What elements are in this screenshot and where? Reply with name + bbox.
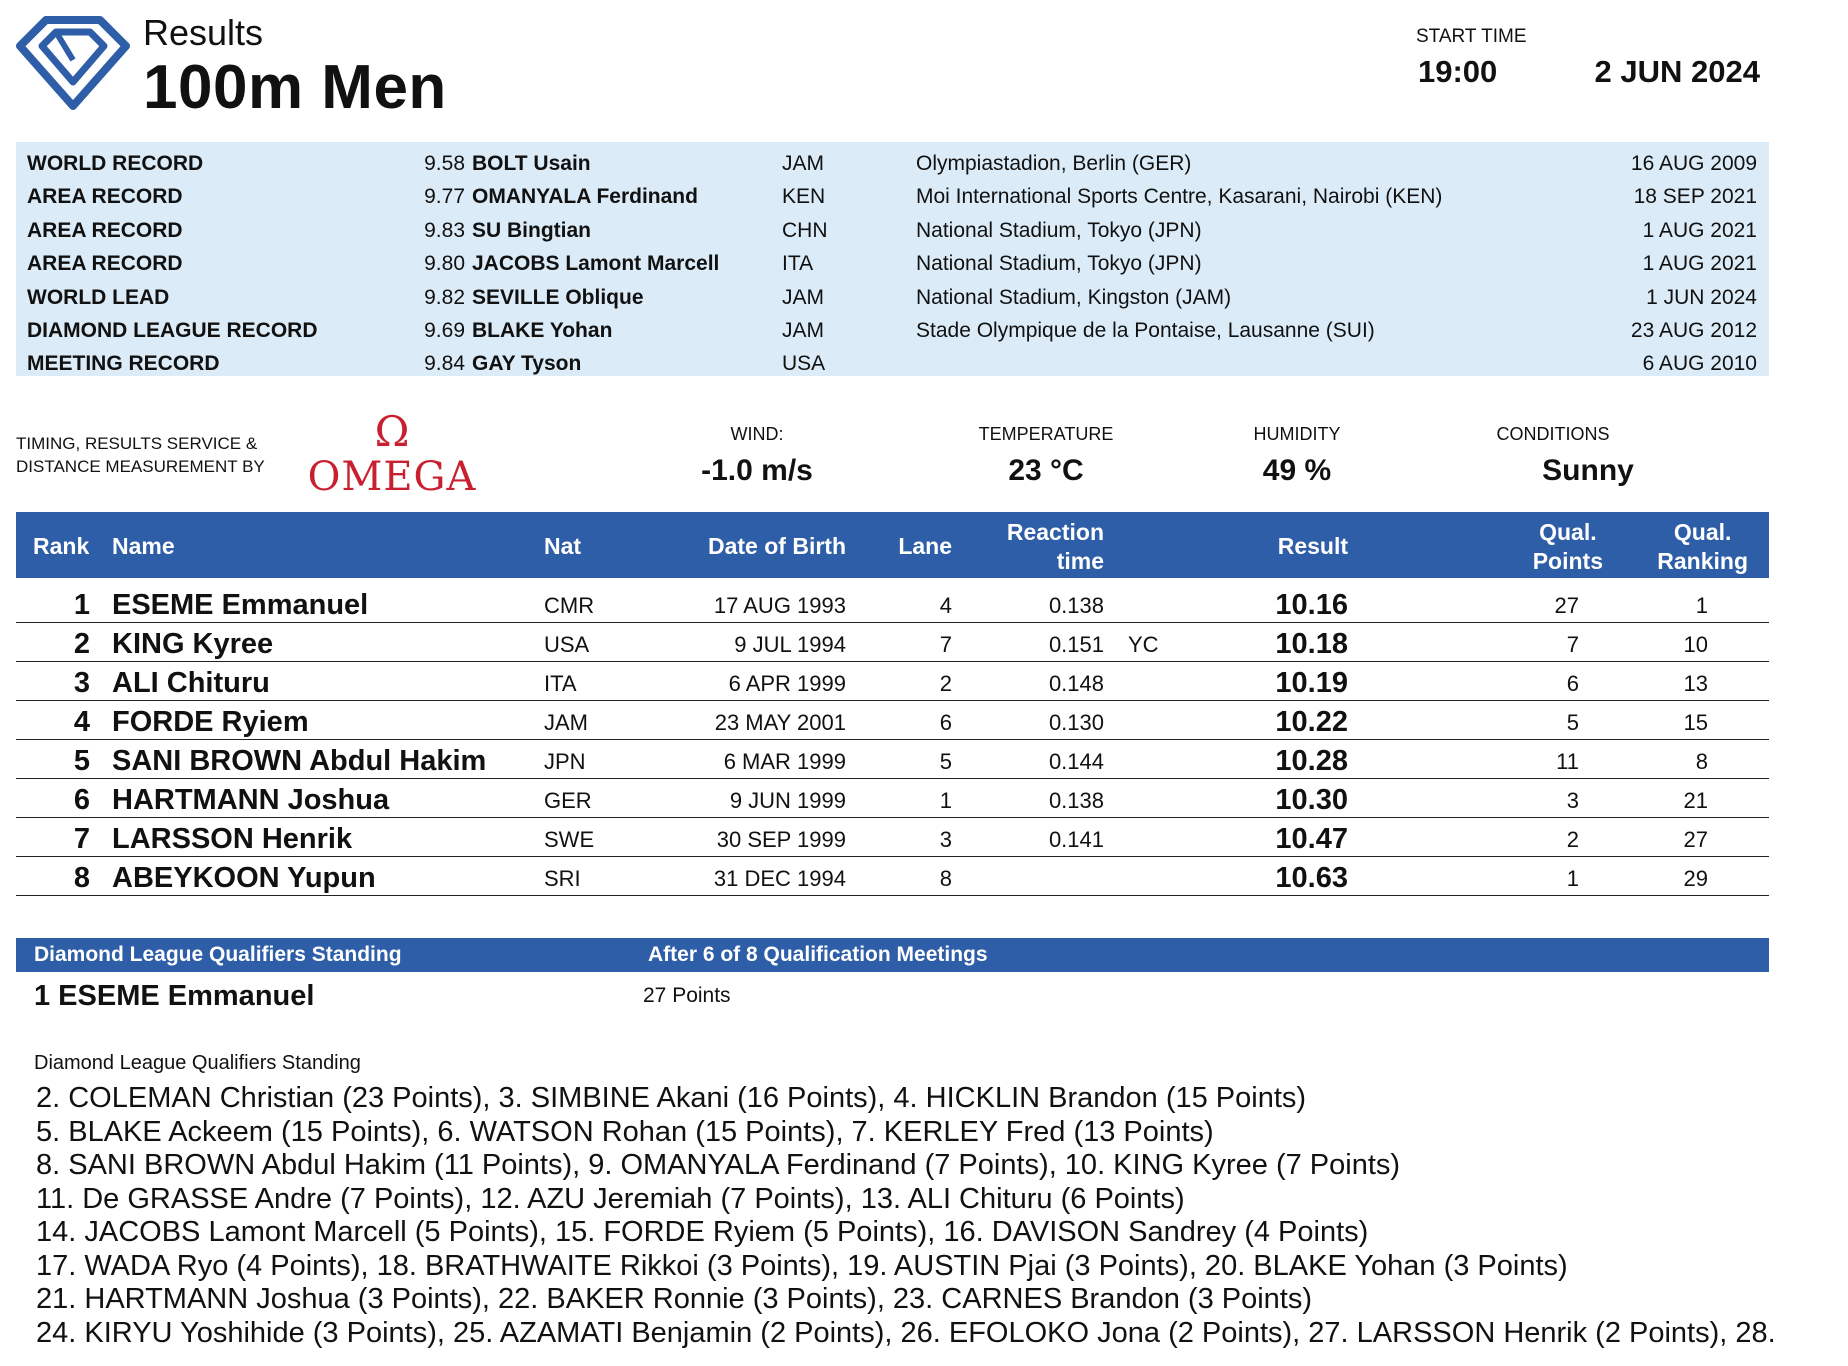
- table-row: [16, 584, 1769, 623]
- standing-list-label: Diamond League Qualifiers Standing: [34, 1052, 361, 1074]
- start-time-label: START TIME: [1416, 26, 1527, 47]
- record-holder: BOLT Usain: [472, 152, 591, 175]
- event-title: 100m Men: [143, 53, 447, 122]
- record-row: [16, 214, 1769, 247]
- qual-points: 7: [1566, 632, 1579, 657]
- record-date: 6 AUG 2010: [1642, 352, 1757, 376]
- record-nat: JAM: [782, 285, 824, 309]
- record-row: [16, 147, 1769, 180]
- record-mark: 9.82: [424, 285, 465, 309]
- athlete-nat: JPN: [544, 749, 586, 774]
- athlete-name: HARTMANN Joshua: [112, 784, 390, 816]
- standing-header-bar: [16, 938, 1769, 972]
- reaction-time: 0.144: [1048, 749, 1104, 774]
- reaction-time: 0.138: [1048, 593, 1104, 618]
- temperature-value: 23 °C: [1008, 454, 1084, 487]
- col-dob: Date of Birth: [708, 533, 846, 559]
- result-time: 10.22: [1275, 706, 1348, 738]
- temperature-label: TEMPERATURE: [978, 424, 1114, 444]
- record-row: [16, 180, 1769, 213]
- result-rank: 2: [73, 628, 90, 660]
- page-header: [0, 0, 1848, 130]
- col-result: Result: [1277, 533, 1348, 559]
- table-row: [16, 857, 1769, 896]
- qual-points: 6: [1566, 671, 1579, 696]
- athlete-nat: GER: [544, 788, 592, 813]
- col-qual-points: [1533, 518, 1603, 576]
- record-row: [16, 347, 1769, 380]
- qual-points: 1: [1566, 866, 1579, 891]
- athlete-lane: 6: [939, 710, 952, 735]
- record-mark: 9.84: [424, 352, 465, 376]
- record-type: MEETING RECORD: [27, 352, 220, 376]
- result-time: 10.63: [1275, 862, 1348, 894]
- diamond-league-logo-icon: [14, 14, 132, 112]
- record-venue: National Stadium, Kingston (JAM): [916, 285, 1232, 309]
- qual-ranking: 10: [1683, 632, 1708, 657]
- athlete-name: ESEME Emmanuel: [112, 589, 369, 621]
- athlete-name: KING Kyree: [112, 628, 274, 660]
- record-date: 18 SEP 2021: [1633, 185, 1757, 209]
- athlete-dob: 9 JUN 1999: [729, 788, 846, 813]
- results-header: [16, 512, 1769, 578]
- record-nat: JAM: [782, 152, 824, 175]
- col-qual-ranking: [1657, 518, 1748, 576]
- record-date: 16 AUG 2009: [1630, 152, 1757, 175]
- col-rank: Rank: [33, 533, 90, 559]
- event-date: 2 JUN 2024: [1594, 54, 1760, 89]
- standing-line: 17. WADA Ryo (4 Points), 18. BRATHWAITE Rikkoi (3 Points), 19. AUSTIN Pjai (3 Points), 20. BLAKE Yohan (3 Points): [36, 1249, 1568, 1282]
- humidity-value: 49 %: [1262, 454, 1332, 487]
- omega-logo-icon: [304, 410, 480, 496]
- record-venue: Olympiastadion, Berlin (GER): [916, 152, 1192, 175]
- timing-credit-line: DISTANCE MEASUREMENT BY: [16, 457, 265, 476]
- qual-points: 5: [1566, 710, 1579, 735]
- reaction-time: 0.130: [1048, 710, 1104, 735]
- athlete-lane: 4: [939, 593, 952, 618]
- col-nat: Nat: [544, 533, 582, 559]
- standing-line: 8. SANI BROWN Abdul Hakim (11 Points), 9. OMANYALA Ferdinand (7 Points), 10. KING Kyree (7 Points): [36, 1149, 1401, 1181]
- record-date: 1 AUG 2021: [1642, 218, 1757, 242]
- col-qual-ranking-line1: Qual.: [1673, 519, 1732, 545]
- standing-line: 21. HARTMANN Joshua (3 Points), 22. BAKER Ronnie (3 Points), 23. CARNES Brandon (3 Points): [36, 1283, 1313, 1315]
- result-time: 10.47: [1275, 823, 1348, 855]
- record-mark: 9.83: [424, 218, 465, 242]
- record-type: WORLD LEAD: [27, 285, 170, 309]
- athlete-nat: ITA: [544, 671, 577, 696]
- result-rank: 8: [73, 862, 90, 894]
- reaction-time: 0.148: [1048, 671, 1104, 696]
- col-lane: Lane: [898, 533, 952, 559]
- record-nat: KEN: [782, 185, 826, 209]
- result-rank: 5: [73, 745, 90, 777]
- record-venue: National Stadium, Tokyo (JPN): [916, 218, 1202, 242]
- qual-points: 2: [1566, 827, 1579, 852]
- qual-points: 3: [1566, 788, 1579, 813]
- standing-title: Diamond League Qualifiers Standing: [34, 943, 402, 966]
- result-time: 10.18: [1275, 628, 1348, 660]
- records-table: [16, 142, 1769, 376]
- col-reaction-line2: time: [1056, 548, 1104, 574]
- athlete-dob: 23 MAY 2001: [714, 710, 846, 735]
- standing-leader: 1 ESEME Emmanuel: [34, 980, 315, 1012]
- record-nat: JAM: [782, 318, 824, 342]
- record-holder: OMANYALA Ferdinand: [472, 185, 698, 209]
- reaction-time: 0.138: [1048, 788, 1104, 813]
- record-row: [16, 281, 1769, 314]
- athlete-lane: 8: [939, 866, 952, 891]
- result-time: 10.28: [1275, 745, 1348, 777]
- athlete-name: ABEYKOON Yupun: [112, 862, 376, 894]
- table-row: [16, 779, 1769, 818]
- record-mark: 9.77: [424, 185, 465, 209]
- col-qual-points-line2: Points: [1532, 548, 1603, 574]
- record-venue: National Stadium, Tokyo (JPN): [916, 252, 1202, 276]
- result-time: 10.30: [1275, 784, 1348, 816]
- results-table: [16, 584, 1769, 896]
- athlete-nat: JAM: [544, 710, 588, 735]
- athlete-lane: 5: [939, 749, 952, 774]
- timing-credit-line: TIMING, RESULTS SERVICE &: [16, 434, 258, 453]
- athlete-lane: 2: [939, 671, 952, 696]
- col-qual-ranking-line2: Ranking: [1657, 548, 1748, 574]
- record-type: AREA RECORD: [27, 218, 183, 242]
- qual-ranking: 29: [1683, 866, 1708, 891]
- standing-line: 2. COLEMAN Christian (23 Points), 3. SIMBINE Akani (16 Points), 4. HICKLIN Brandon (15 Points): [36, 1082, 1307, 1114]
- athlete-name: ALI Chituru: [112, 667, 270, 699]
- athlete-lane: 3: [939, 827, 952, 852]
- table-row: [16, 818, 1769, 857]
- record-holder: BLAKE Yohan: [472, 318, 613, 342]
- qual-ranking: 8: [1695, 749, 1708, 774]
- conditions-label: CONDITIONS: [1496, 424, 1610, 444]
- athlete-dob: 6 APR 1999: [728, 671, 846, 696]
- standing-line: 14. JACOBS Lamont Marcell (5 Points), 15. FORDE Ryiem (5 Points), 16. DAVISON Sandrey (4 Points): [36, 1216, 1369, 1248]
- record-holder: GAY Tyson: [472, 352, 582, 376]
- standing-list: [36, 1082, 1848, 1350]
- table-row: [16, 701, 1769, 740]
- standing-line: 5. BLAKE Ackeem (15 Points), 6. WATSON Rohan (15 Points), 7. KERLEY Fred (13 Points): [36, 1115, 1214, 1148]
- qual-ranking: 27: [1683, 827, 1708, 852]
- record-venue: Moi International Sports Centre, Kasarani, Nairobi (KEN): [916, 185, 1443, 209]
- result-rank: 1: [73, 589, 90, 621]
- record-date: 1 AUG 2021: [1642, 252, 1757, 276]
- athlete-dob: 6 MAR 1999: [723, 749, 846, 774]
- qual-ranking: 13: [1683, 671, 1708, 696]
- qual-ranking: 15: [1683, 710, 1708, 735]
- record-mark: 9.58: [424, 152, 465, 175]
- record-holder: JACOBS Lamont Marcell: [472, 252, 720, 276]
- col-qual-points-line1: Qual.: [1539, 519, 1597, 545]
- result-rank: 7: [73, 823, 90, 855]
- table-row: [16, 740, 1769, 779]
- qual-ranking: 1: [1695, 593, 1708, 618]
- result-note: YC: [1128, 632, 1159, 657]
- col-reaction-line1: Reaction: [1006, 519, 1104, 545]
- athlete-dob: 9 JUL 1994: [734, 632, 846, 657]
- athlete-lane: 1: [939, 788, 952, 813]
- conditions-value: Sunny: [1542, 454, 1634, 487]
- record-row: [16, 247, 1769, 280]
- athlete-nat: USA: [544, 632, 590, 657]
- record-holder: SU Bingtian: [472, 218, 591, 242]
- result-rank: 4: [73, 706, 90, 738]
- result-rank: 6: [73, 784, 90, 816]
- athlete-nat: CMR: [544, 593, 595, 618]
- reaction-time: 0.151: [1048, 632, 1104, 657]
- athlete-dob: 17 AUG 1993: [713, 593, 846, 618]
- athlete-nat: SWE: [544, 827, 595, 852]
- athlete-dob: 31 DEC 1994: [713, 866, 846, 891]
- humidity-label: HUMIDITY: [1253, 424, 1341, 444]
- athlete-name: FORDE Ryiem: [112, 706, 309, 738]
- result-time: 10.16: [1275, 589, 1348, 621]
- standing-line: 24. KIRYU Yoshihide (3 Points), 25. AZAMATI Benjamin (2 Points), 26. EFOLOKO Jona (2 Points), 27. LARSSON Henrik (2 Points), 28.: [36, 1316, 1776, 1349]
- record-type: WORLD RECORD: [27, 152, 204, 175]
- record-type: AREA RECORD: [27, 252, 183, 276]
- reaction-time: 0.141: [1048, 827, 1104, 852]
- result-time: 10.19: [1275, 667, 1348, 699]
- omega-wordmark: OMEGA: [307, 454, 477, 496]
- record-type: AREA RECORD: [27, 185, 183, 209]
- result-rank: 3: [73, 667, 90, 699]
- athlete-lane: 7: [939, 632, 952, 657]
- athlete-dob: 30 SEP 1999: [716, 827, 846, 852]
- record-mark: 9.80: [424, 252, 465, 276]
- timing-credit: [16, 432, 265, 478]
- record-nat: CHN: [782, 218, 828, 242]
- record-date: 23 AUG 2012: [1630, 318, 1757, 342]
- record-type: DIAMOND LEAGUE RECORD: [27, 318, 318, 342]
- record-nat: ITA: [782, 252, 814, 276]
- qual-ranking: 21: [1683, 788, 1708, 813]
- standing-leader-points: 27 Points: [643, 984, 731, 1007]
- standing-line: 11. De GRASSE Andre (7 Points), 12. AZU Jeremiah (7 Points), 13. ALI Chituru (6 Points): [36, 1182, 1185, 1215]
- omega-symbol: Ω: [374, 410, 410, 456]
- record-nat: USA: [782, 352, 826, 376]
- record-holder: SEVILLE Oblique: [472, 285, 644, 309]
- wind-value: -1.0 m/s: [701, 454, 813, 487]
- qual-points: 11: [1556, 749, 1579, 774]
- record-date: 1 JUN 2024: [1646, 285, 1757, 309]
- wind-label: WIND:: [730, 424, 784, 444]
- athlete-nat: SRI: [544, 866, 581, 891]
- table-row: [16, 623, 1769, 662]
- record-row: [16, 314, 1769, 347]
- standing-subtitle: After 6 of 8 Qualification Meetings: [648, 943, 988, 966]
- qual-points: 27: [1554, 593, 1579, 618]
- col-reaction: [1007, 518, 1104, 576]
- record-mark: 9.69: [424, 318, 465, 342]
- record-venue: Stade Olympique de la Pontaise, Lausanne (SUI): [916, 318, 1375, 342]
- table-row: [16, 662, 1769, 701]
- document-type: Results: [143, 12, 264, 53]
- athlete-name: SANI BROWN Abdul Hakim: [112, 745, 487, 777]
- athlete-name: LARSSON Henrik: [112, 823, 353, 855]
- col-name: Name: [112, 533, 175, 559]
- start-time: 19:00: [1418, 54, 1498, 89]
